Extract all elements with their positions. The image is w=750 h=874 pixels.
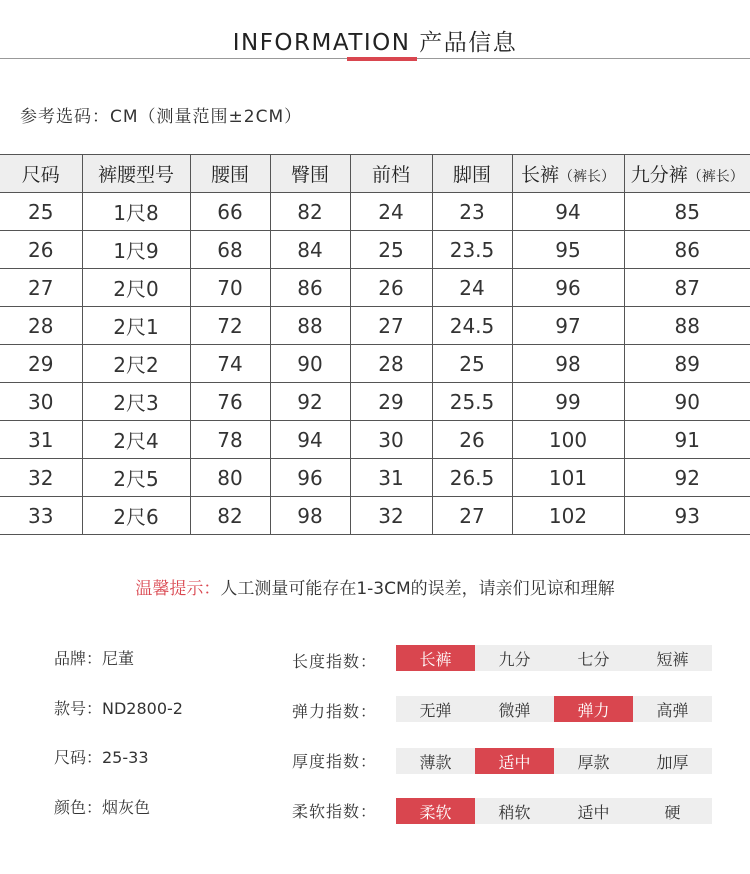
table-cell: 29 [350,383,432,421]
table-cell: 23.5 [432,231,512,269]
index-option: 九分 [498,649,531,669]
index-option: 薄款 [419,752,452,772]
size-table [0,154,750,535]
table-row [0,231,750,269]
table-cell: 25 [0,193,82,231]
table-cell: 68 [190,231,270,269]
table-cell: 28 [0,307,82,345]
column-header-note: （裤长） [559,169,615,185]
index-option-selected: 弹力 [554,696,633,722]
table-cell: 80 [190,459,270,497]
table-cell: 97 [512,307,624,345]
table-cell: 2尺0 [82,269,190,307]
table-cell: 88 [624,307,750,345]
table-cell: 94 [270,421,350,459]
table-cell: 30 [0,383,82,421]
size-range-info: 尺码：25-33 [54,748,149,767]
thickness-index-scale [396,748,712,774]
index-option: 加厚 [656,752,689,772]
table-cell: 87 [624,269,750,307]
table-row [0,307,750,345]
table-cell: 31 [350,459,432,497]
table-cell: 26 [350,269,432,307]
index-option-selected: 长裤 [396,645,475,671]
section-header [0,0,750,60]
table-cell: 1尺8 [82,193,190,231]
notice [0,574,750,599]
table-cell: 24 [350,193,432,231]
table-row [0,497,750,535]
table-cell: 76 [190,383,270,421]
table-cell: 101 [512,459,624,497]
thickness-index-label: 厚度指数： [292,752,378,771]
notice-text: 人工测量可能存在1-3CM的误差，请亲们见谅和理解 [220,579,615,599]
table-cell: 99 [512,383,624,421]
column-header: 腰围 [190,155,270,193]
model-info: 款号：ND2800-2 [54,699,183,718]
table-cell: 90 [624,383,750,421]
index-option: 稍软 [498,802,531,822]
table-cell: 29 [0,345,82,383]
table-cell: 2尺6 [82,497,190,535]
index-option: 高弹 [656,700,689,720]
color-info: 颜色：烟灰色 [54,798,151,817]
index-option: 适中 [577,802,610,822]
table-cell: 2尺3 [82,383,190,421]
index-option: 无弹 [419,700,452,720]
table-cell: 95 [512,231,624,269]
table-cell: 26.5 [432,459,512,497]
table-cell: 30 [350,421,432,459]
table-cell: 28 [350,345,432,383]
table-cell: 72 [190,307,270,345]
table-cell: 86 [270,269,350,307]
table-cell: 23 [432,193,512,231]
table-row [0,345,750,383]
softness-index-label: 柔软指数： [292,802,378,821]
table-cell: 85 [624,193,750,231]
column-header: 脚围 [432,155,512,193]
elasticity-index-scale [396,696,712,722]
table-row [0,269,750,307]
column-header: 裤腰型号 [82,155,190,193]
table-cell: 32 [350,497,432,535]
table-cell: 25.5 [432,383,512,421]
table-cell: 84 [270,231,350,269]
table-cell: 100 [512,421,624,459]
table-cell: 82 [190,497,270,535]
table-cell: 98 [270,497,350,535]
column-header: 臀围 [270,155,350,193]
table-row [0,421,750,459]
table-cell: 102 [512,497,624,535]
softness-index-scale [396,798,712,824]
table-cell: 26 [0,231,82,269]
table-cell: 25 [432,345,512,383]
table-cell: 91 [624,421,750,459]
table-cell: 24.5 [432,307,512,345]
table-cell: 31 [0,421,82,459]
elasticity-index-label: 弹力指数： [292,702,378,721]
table-cell: 27 [350,307,432,345]
length-index-scale [396,645,712,671]
brand-info: 品牌：尼董 [54,649,135,668]
index-option: 厚款 [577,752,610,772]
table-cell: 74 [190,345,270,383]
table-cell: 32 [0,459,82,497]
table-cell: 78 [190,421,270,459]
table-row [0,193,750,231]
table-cell: 27 [432,497,512,535]
column-header: 长裤（裤长） [512,155,624,193]
table-cell: 2尺1 [82,307,190,345]
table-row [0,459,750,497]
table-cell: 94 [512,193,624,231]
index-option: 微弹 [498,700,531,720]
column-header: 前档 [350,155,432,193]
table-cell: 24 [432,269,512,307]
table-cell: 26 [432,421,512,459]
table-cell: 92 [624,459,750,497]
table-header-row [0,155,750,193]
length-index-label: 长度指数： [292,652,378,671]
table-cell: 96 [270,459,350,497]
table-cell: 98 [512,345,624,383]
table-cell: 33 [0,497,82,535]
index-option: 短裤 [656,649,689,669]
table-cell: 2尺5 [82,459,190,497]
column-header-note: （裤长） [687,169,744,185]
table-cell: 90 [270,345,350,383]
table-cell: 86 [624,231,750,269]
notice-label: 温馨提示： [135,579,221,599]
table-cell: 92 [270,383,350,421]
section-title: INFORMATION 产品信息 [232,30,518,56]
reference-note: 参考选码：CM（测量范围±2CM） [20,107,303,127]
table-cell: 89 [624,345,750,383]
table-cell: 88 [270,307,350,345]
table-cell: 96 [512,269,624,307]
index-option: 七分 [577,649,610,669]
header-accent-bar [347,57,417,61]
index-option-selected: 柔软 [396,798,475,824]
column-header: 九分裤（裤长） [624,155,750,193]
column-header: 尺码 [0,155,82,193]
table-cell: 82 [270,193,350,231]
table-cell: 2尺4 [82,421,190,459]
table-cell: 2尺2 [82,345,190,383]
table-cell: 25 [350,231,432,269]
index-option: 硬 [664,802,681,822]
table-cell: 93 [624,497,750,535]
table-cell: 66 [190,193,270,231]
index-option-selected: 适中 [475,748,554,774]
table-cell: 70 [190,269,270,307]
table-cell: 1尺9 [82,231,190,269]
table-cell: 27 [0,269,82,307]
table-row [0,383,750,421]
